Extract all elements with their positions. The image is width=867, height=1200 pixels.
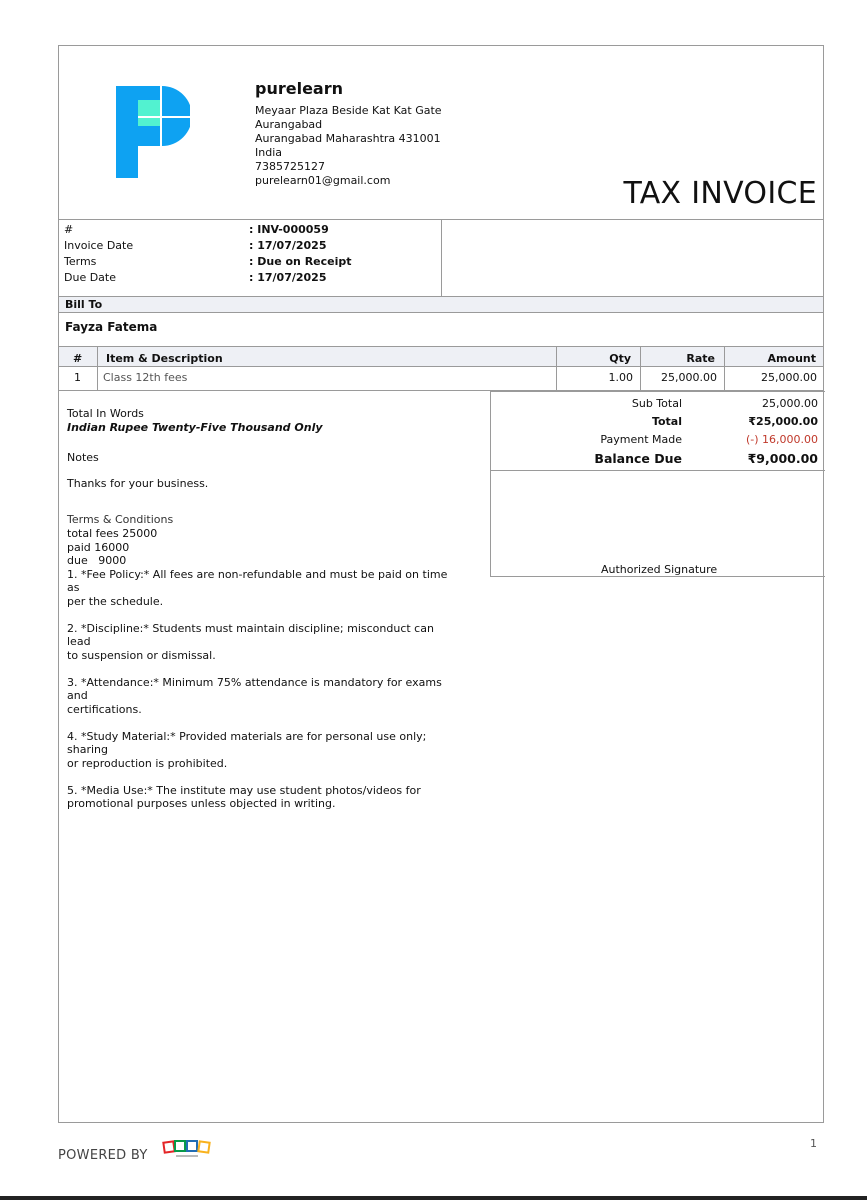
divider [97, 346, 98, 390]
item-amount: 25,000.00 [761, 371, 817, 384]
terms-line: total fees 25000 [67, 527, 158, 540]
terms-line: paid 16000 [67, 540, 130, 554]
terms-label: Terms [64, 255, 97, 268]
terms-conditions-text [67, 527, 452, 811]
total-in-words-label: Total In Words [67, 407, 144, 420]
terms-line: 2. *Discipline:* Students must maintain discipline; misconduct can lead [67, 621, 434, 648]
page-number: 1 [810, 1137, 817, 1150]
invoice-page [58, 45, 824, 1123]
item-rate: 25,000.00 [661, 371, 717, 384]
terms-line: or reproduction is prohibited. [67, 756, 228, 770]
sub-total-value: 25,000.00 [762, 397, 818, 410]
notes-text: Thanks for your business. [67, 477, 209, 490]
payment-made-value: (-) 16,000.00 [745, 433, 818, 446]
col-rate-header: Rate [686, 352, 715, 365]
terms-line: to suspension or dismissal. [67, 648, 216, 662]
terms-line: promotional purposes unless objected in writing. [67, 797, 336, 810]
divider [724, 346, 725, 390]
powered-by-label: POWERED BY [58, 1148, 148, 1163]
address-line: Aurangabad Maharashtra 431001 [255, 132, 441, 145]
address-line: Meyaar Plaza Beside Kat Kat Gate [255, 104, 442, 117]
invoice-number-label: # [64, 223, 74, 236]
terms-line: 5. *Media Use:* The institute may use student photos/videos for [67, 783, 421, 797]
divider [556, 346, 557, 390]
terms-line: 3. *Attendance:* Minimum 75% attendance is mandatory for exams and [67, 675, 442, 702]
terms-spacer [67, 608, 452, 622]
organization-name: purelearn [255, 79, 343, 98]
bill-to-label: Bill To [65, 298, 103, 311]
terms-spacer [67, 716, 452, 730]
items-table-header [59, 346, 823, 367]
purelearn-logo [116, 86, 190, 178]
terms-spacer [67, 770, 452, 784]
total-label: Total [651, 415, 682, 428]
address-line: Aurangabad [255, 118, 323, 131]
sub-total-label: Sub Total [631, 397, 682, 410]
balance-due-label: Balance Due [594, 451, 682, 466]
divider [640, 346, 641, 390]
item-qty: 1.00 [608, 371, 633, 384]
col-amount-header: Amount [767, 352, 816, 365]
col-qty-header: Qty [609, 352, 631, 365]
terms-conditions-label: Terms & Conditions [67, 513, 174, 526]
divider [441, 219, 442, 296]
terms-value: : Due on Receipt [249, 255, 352, 268]
terms-line: certifications. [67, 702, 142, 716]
bill-to-header [59, 296, 823, 313]
invoice-date-label: Invoice Date [64, 239, 134, 252]
bottom-edge [0, 1196, 867, 1200]
organization-address [255, 104, 442, 188]
email-address: purelearn01@gmail.com [255, 174, 391, 187]
col-number-header: # [73, 352, 83, 365]
total-in-words-value: Indian Rupee Twenty-Five Thousand Only [67, 421, 323, 434]
due-date-value: : 17/07/2025 [249, 271, 327, 284]
terms-line: 4. *Study Material:* Provided materials are for personal use only; sharing [67, 729, 427, 756]
balance-due-value: ₹9,000.00 [747, 451, 818, 466]
invoice-number-value: : INV-000059 [249, 223, 329, 236]
total-value: ₹25,000.00 [748, 415, 818, 428]
phone-number: 7385725127 [255, 160, 325, 173]
zoho-logo-icon [162, 1138, 212, 1160]
terms-line: due 9000 [67, 554, 127, 567]
authorized-signature-label: Authorized Signature [601, 563, 718, 576]
due-date-label: Due Date [64, 271, 116, 284]
invoice-date-value: : 17/07/2025 [249, 239, 327, 252]
col-item-header: Item & Description [106, 352, 223, 365]
document-title: TAX INVOICE [623, 176, 817, 211]
payment-made-label: Payment Made [600, 433, 682, 446]
terms-line: 1. *Fee Policy:* All fees are non-refundable and must be paid on time as [67, 567, 448, 594]
terms-line: per the schedule. [67, 594, 164, 608]
item-description: Class 12th fees [103, 371, 188, 384]
notes-label: Notes [67, 451, 99, 464]
row-number: 1 [74, 371, 81, 384]
totals-box [490, 391, 825, 577]
terms-spacer [67, 662, 452, 676]
customer-name: Fayza Fatema [65, 320, 158, 334]
address-line: India [255, 146, 282, 159]
divider [491, 470, 825, 471]
